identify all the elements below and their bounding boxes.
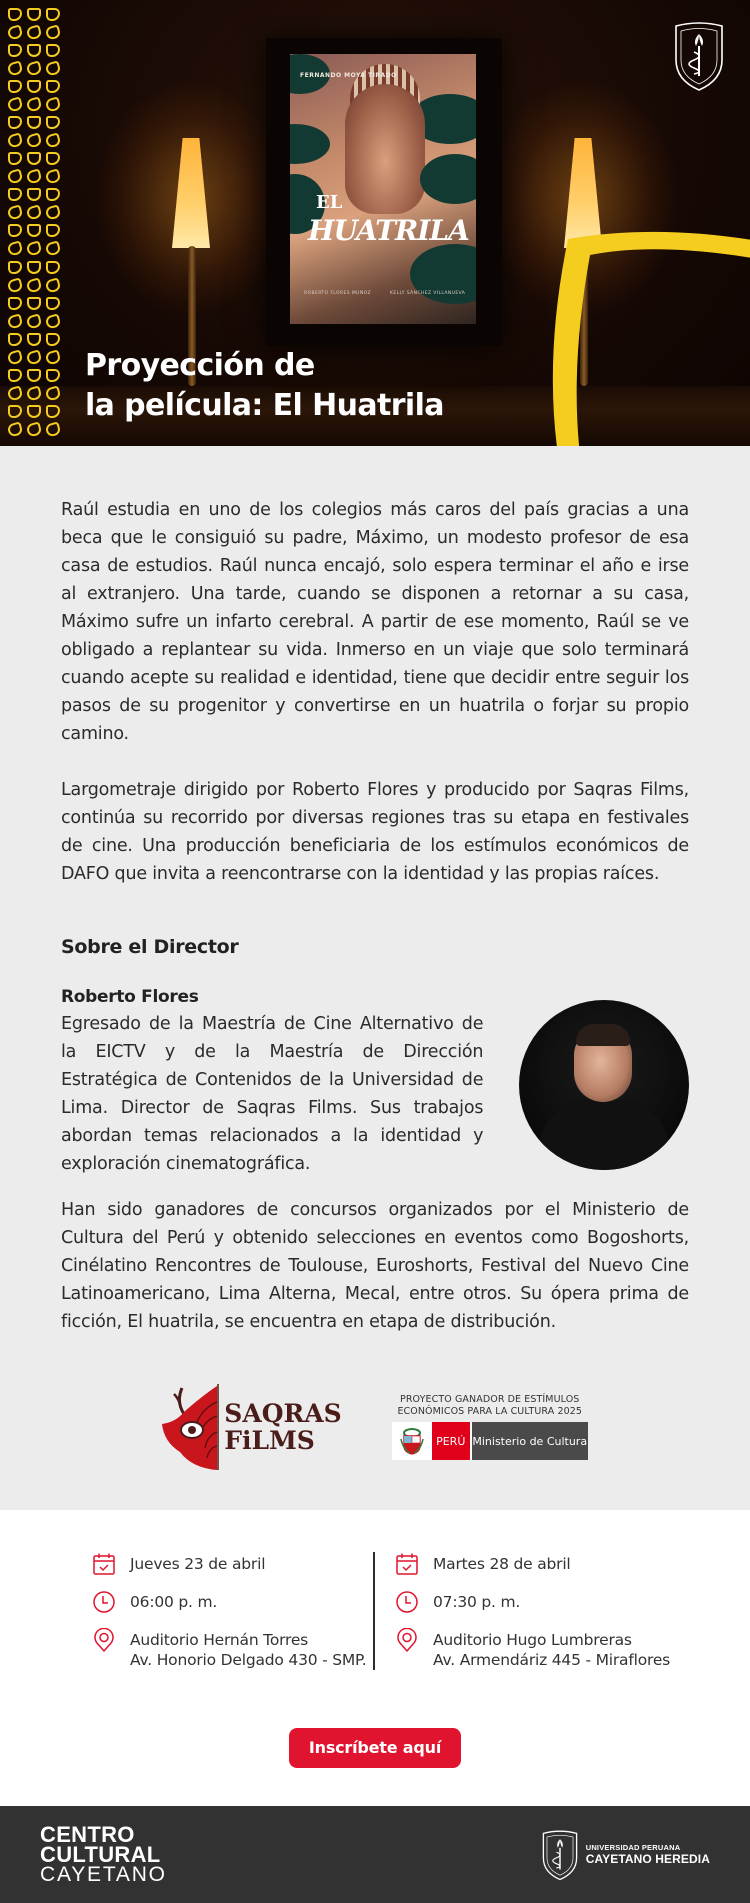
peru-coat-of-arms-icon <box>392 1422 432 1460</box>
university-line-1: UNIVERSIDAD PERUANA <box>585 1843 681 1852</box>
session-location-row <box>92 1628 373 1670</box>
production-paragraph: Largometraje dirigido por Roberto Flores y producido por Saqras Films, continúa su recorrido por diversas regiones tras su etapa en festivales de cine. Una producción beneficiaria de los estímulos económicos de DAFO que invita a reencontrarse con la identidad y las propias raíces. <box>61 780 689 884</box>
wall-lamp-left <box>164 138 218 260</box>
venue-address: Av. Honorio Delgado 430 - SMP. <box>130 1651 367 1669</box>
sponsor-logos <box>61 1382 689 1472</box>
session-location-row <box>395 1628 675 1670</box>
map-pin-icon <box>395 1628 419 1652</box>
venue-name: Auditorio Hugo Lumbreras <box>433 1631 632 1649</box>
calendar-check-icon <box>395 1552 419 1576</box>
hero-banner <box>0 0 750 446</box>
director-achievements: Han sido ganadores de concursos organizados por el Ministerio de Cultura del Perú y obtenido selecciones en eventos como Bogoshorts, Cinélatino Rencontres de Toulouse, Euroshorts, Festival del Nuevo Cine Latinoamericano, Lima Alterna, Mecal, entre otros. Su ópera prima de ficción, El huatrila, se encuentra en etapa de distribución. <box>61 1200 689 1332</box>
venue-address: Av. Armendáriz 445 - Miraflores <box>433 1651 671 1669</box>
director-profile <box>61 984 689 1178</box>
saqras-creature-icon <box>162 1382 220 1472</box>
poster-director-credit: ROBERTO FLORES MUÑOZ <box>304 291 372 296</box>
mincul-caption-1: PROYECTO GANADOR DE ESTÍMULOS <box>400 1394 580 1405</box>
poster-title-small: EL <box>316 192 343 213</box>
saqras-word-2: FiLMS <box>224 1426 315 1455</box>
session-date-row <box>395 1552 675 1576</box>
event-sessions <box>0 1510 750 1806</box>
session-card-2 <box>375 1552 675 1670</box>
calendar-check-icon <box>92 1552 116 1576</box>
yellow-shield-arc-decoration <box>530 215 750 446</box>
movie-poster <box>290 54 476 324</box>
register-button[interactable]: Inscríbete aquí <box>289 1728 461 1768</box>
clock-icon <box>92 1590 116 1614</box>
poster-actor-credit: FERNANDO MOYA TIRADO <box>300 72 397 79</box>
ministerio-cultura-logo <box>392 1394 588 1460</box>
university-crest-icon <box>672 20 726 92</box>
clock-icon <box>395 1590 419 1614</box>
centro-cultural-logo <box>40 1821 167 1886</box>
venue-name: Auditorio Hernán Torres <box>130 1631 309 1649</box>
session-card-1 <box>75 1552 375 1670</box>
session-date: Martes 28 de abril <box>433 1555 571 1573</box>
director-bio: Egresado de la Maestría de Cine Alternativo de la EICTV y de la Maestría de Dirección Estratégica de Contenidos de la Universidad de Lima. Director de Saqras Films. Sus trabajos abordan temas relacionados a la identidad y exploración cinematográfica. <box>61 1014 484 1174</box>
session-date-row <box>92 1552 373 1576</box>
mincul-caption-2: ECONÓMICOS PARA LA CULTURA 2025 <box>397 1406 583 1417</box>
yellow-pattern-decoration <box>8 8 64 438</box>
session-time: 07:30 p. m. <box>433 1593 521 1611</box>
university-crest-icon <box>540 1829 580 1881</box>
poster-title-large: HUATRILA <box>308 214 469 247</box>
saqras-word-1: SAQRAS <box>224 1399 342 1428</box>
session-time-row <box>395 1590 675 1614</box>
page-title <box>85 346 444 426</box>
director-section-title: Sobre el Director <box>61 936 239 958</box>
mincul-ministry-label: Ministerio de Cultura <box>472 1422 588 1460</box>
saqras-films-logo <box>162 1382 341 1472</box>
footer <box>0 1806 750 1903</box>
director-name: Roberto Flores <box>61 987 199 1007</box>
title-line-1: Proyección de <box>85 348 315 383</box>
session-venue <box>433 1628 670 1670</box>
event-description <box>0 446 750 1510</box>
poster-face <box>345 84 425 214</box>
poster-producer-credit: KELLY SÁNCHEZ VILLANUEVA <box>390 291 466 296</box>
university-line-2: CAYETANO HEREDIA <box>585 1852 710 1866</box>
upch-logo <box>540 1829 710 1881</box>
title-line-2: la película: El Huatrila <box>85 388 444 423</box>
session-time: 06:00 p. m. <box>130 1593 218 1611</box>
map-pin-icon <box>92 1628 116 1652</box>
mincul-peru-label: PERÚ <box>432 1422 470 1460</box>
session-time-row <box>92 1590 373 1614</box>
session-date: Jueves 23 de abril <box>130 1555 266 1573</box>
synopsis-paragraph: Raúl estudia en uno de los colegios más caros del país gracias a una beca que le consiguió su padre, Máximo, un modesto profesor de esa casa de estudios. Raúl nunca encajó, solo espera terminar el año e irse al extranjero. Una tarde, cuando se disponen a retornar a su casa, Máximo sufre un infarto cerebral. A partir de ese momento, Raúl se ve obligado a replantear su vida. Inmerso en un viaje que solo terminará cuando acepte su realidad e identidad, tiene que decidir entre seguir los pasos de su progenitor y convertirse en un huatrila o forjar su propio camino. <box>61 500 689 744</box>
brand-line-2: CULTURAL <box>40 1841 161 1867</box>
session-venue <box>130 1628 367 1670</box>
brand-line-3: CAYETANO <box>40 1862 167 1886</box>
director-photo <box>519 1000 689 1170</box>
brand-line-1: CENTRO <box>40 1821 135 1847</box>
